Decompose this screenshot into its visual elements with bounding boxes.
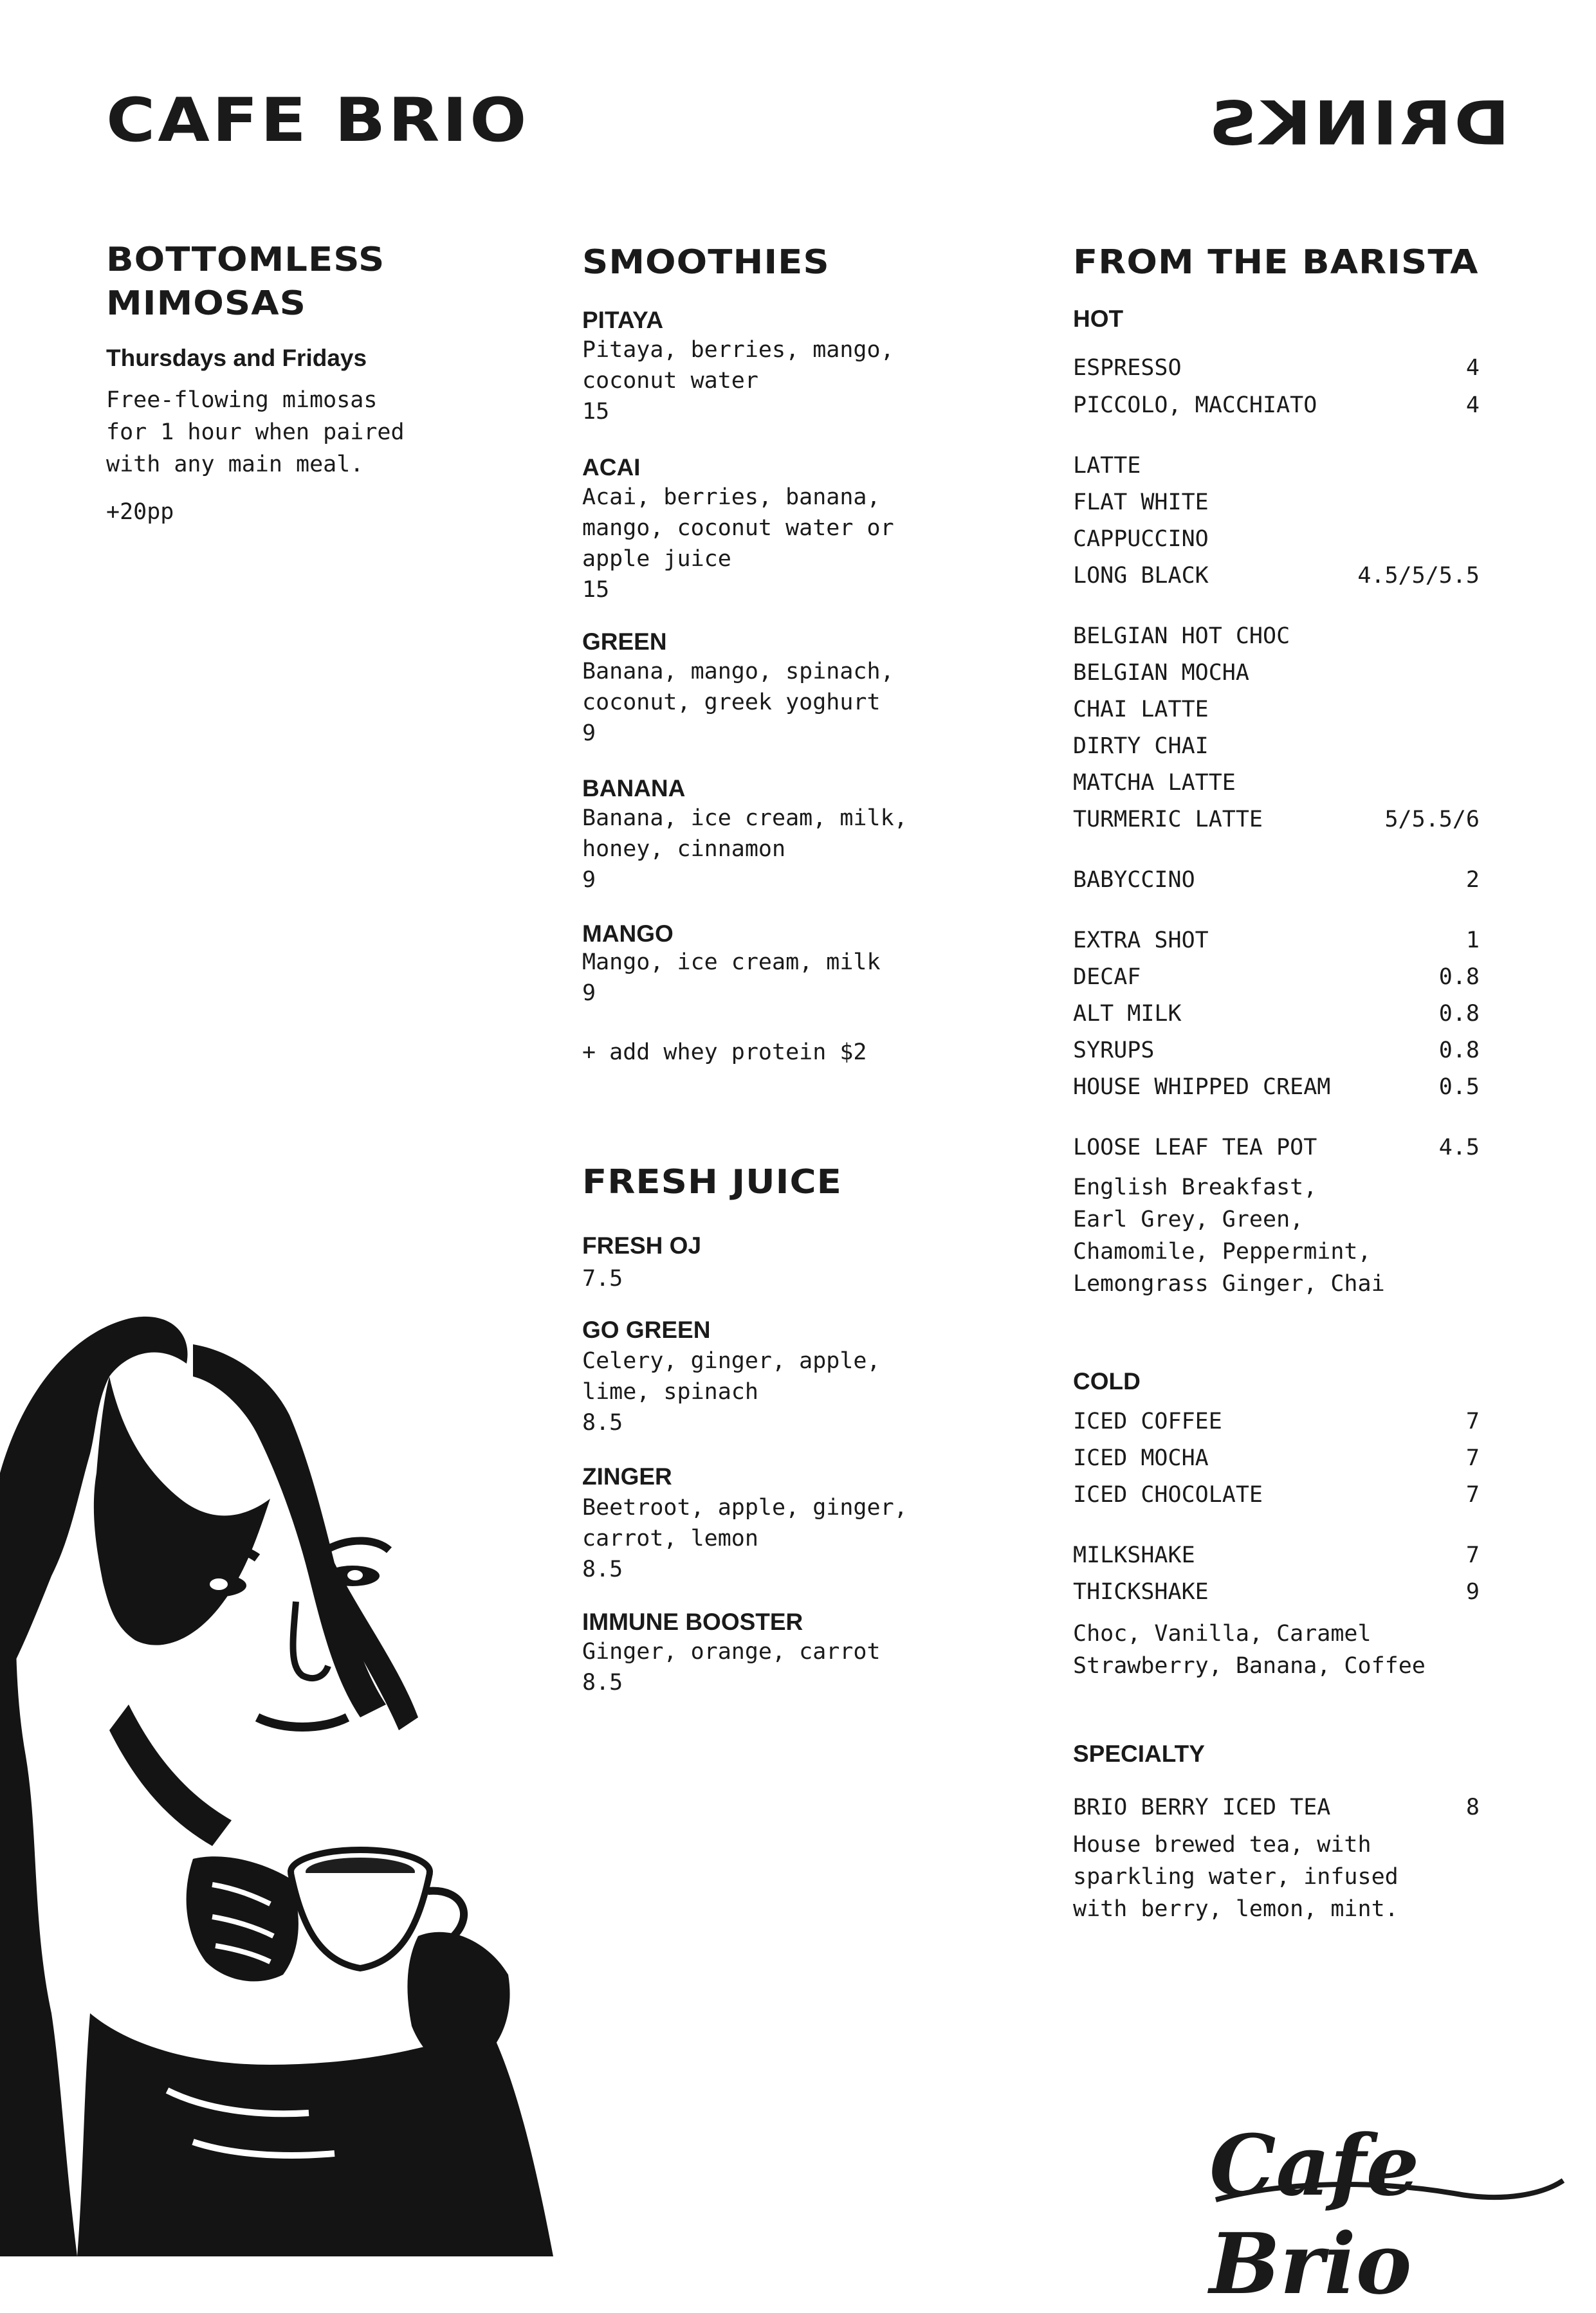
item-price: 5/5.5/6 xyxy=(1384,807,1480,832)
item-name: GO GREEN xyxy=(582,1317,711,1343)
logo-swash xyxy=(1209,2174,1570,2213)
shake-desc: Choc, Vanilla, Caramel xyxy=(1073,1621,1371,1647)
specialty-desc: with berry, lemon, mint. xyxy=(1073,1896,1399,1922)
menu-row xyxy=(1073,1406,1480,1437)
eye-left-highlight xyxy=(210,1578,228,1590)
item-price: 15 xyxy=(582,399,610,425)
item-name: FLAT WHITE xyxy=(1073,489,1209,515)
item-price: 7 xyxy=(1465,1542,1480,1568)
item-price: 0.5 xyxy=(1438,1074,1480,1100)
cup-handle xyxy=(428,1891,464,1939)
menu-row xyxy=(1073,767,1480,798)
face-shadow xyxy=(94,1376,270,1645)
menu-row xyxy=(1073,962,1480,992)
item-desc: Beetroot, apple, ginger, xyxy=(582,1495,908,1521)
mouth xyxy=(257,1717,347,1727)
item-name: LONG BLACK xyxy=(1073,563,1209,589)
item-price: 0.8 xyxy=(1438,964,1480,990)
menu-row xyxy=(1073,1479,1480,1510)
torso xyxy=(77,2013,553,2256)
tea-desc: Chamomile, Peppermint, xyxy=(1073,1239,1371,1265)
menu-row xyxy=(1073,1577,1480,1607)
item-price: 7.5 xyxy=(582,1266,623,1292)
item-price: 15 xyxy=(582,577,610,603)
menu-row xyxy=(1073,998,1480,1029)
menu-row xyxy=(1073,1443,1480,1474)
item-name: ALT MILK xyxy=(1073,1001,1182,1027)
item-desc: Banana, mango, spinach, xyxy=(582,659,894,684)
menu-row xyxy=(1073,450,1480,481)
item-price: 9 xyxy=(582,720,596,746)
item-price: 4 xyxy=(1465,355,1480,381)
item-desc: Acai, berries, banana, xyxy=(582,484,881,510)
brow-right xyxy=(328,1540,389,1550)
item-name: ACAI xyxy=(582,454,641,480)
item-price: 7 xyxy=(1465,1409,1480,1434)
item-desc: apple juice xyxy=(582,546,731,572)
item-desc: honey, cinnamon xyxy=(582,836,786,862)
item-price: 0.8 xyxy=(1438,1038,1480,1063)
menu-row xyxy=(1073,864,1480,895)
mimosas-price: +20pp xyxy=(106,499,174,525)
shake-desc: Strawberry, Banana, Coffee xyxy=(1073,1653,1426,1679)
item-name: TURMERIC LATTE xyxy=(1073,807,1263,832)
item-name: FRESH OJ xyxy=(582,1232,702,1259)
item-name: ICED MOCHA xyxy=(1073,1445,1209,1471)
item-name: LATTE xyxy=(1073,453,1141,479)
juice-title: FRESH JUICE xyxy=(582,1162,842,1202)
item-desc: Celery, ginger, apple, xyxy=(582,1348,881,1374)
item-name: ZINGER xyxy=(582,1463,672,1490)
menu-row xyxy=(1073,560,1480,591)
hand-left xyxy=(187,1856,298,1981)
item-name: DECAF xyxy=(1073,964,1141,990)
item-price: 4.5/5/5.5 xyxy=(1357,563,1480,589)
menu-row xyxy=(1073,352,1480,383)
item-name: ICED COFFEE xyxy=(1073,1409,1222,1434)
item-price: 4 xyxy=(1465,392,1480,418)
menu-row xyxy=(1073,1132,1480,1163)
menu-row xyxy=(1073,1035,1480,1066)
item-name: BANANA xyxy=(582,775,686,801)
smoothies-title: SMOOTHIES xyxy=(582,242,830,282)
item-name: IMMUNE BOOSTER xyxy=(582,1609,803,1635)
mimosas-desc-3: with any main meal. xyxy=(106,452,364,477)
item-desc: mango, coconut water or xyxy=(582,515,894,541)
woman-illustration xyxy=(0,1306,592,2256)
specialty-label: SPECIALTY xyxy=(1073,1741,1205,1767)
item-price: 2 xyxy=(1465,867,1480,893)
item-name: ESPRESSO xyxy=(1073,355,1182,381)
menu-row xyxy=(1073,1792,1480,1823)
item-price: 9 xyxy=(1465,1579,1480,1605)
item-name: MILKSHAKE xyxy=(1073,1542,1195,1568)
item-name: ICED CHOCOLATE xyxy=(1073,1482,1263,1508)
menu-row xyxy=(1073,390,1480,421)
item-name: BRIO BERRY ICED TEA xyxy=(1073,1795,1331,1820)
item-name: THICKSHAKE xyxy=(1073,1579,1209,1605)
item-name: EXTRA SHOT xyxy=(1073,928,1209,953)
mimosas-desc-1: Free-flowing mimosas xyxy=(106,387,378,413)
item-name: CHAI LATTE xyxy=(1073,697,1209,722)
mimosas-title-2: MIMOSAS xyxy=(106,284,306,323)
drinks-title: DRINKS xyxy=(1206,88,1510,159)
item-price: 8.5 xyxy=(582,1410,623,1436)
item-desc: lime, spinach xyxy=(582,1379,758,1405)
menu-row xyxy=(1073,1072,1480,1102)
cafe-brio-logo: Cafe Brio xyxy=(1209,2116,1420,2313)
item-price: 1 xyxy=(1465,928,1480,953)
item-name: PICCOLO, MACCHIATO xyxy=(1073,392,1317,418)
item-name: CAPPUCCINO xyxy=(1073,526,1209,552)
item-desc: coconut, greek yoghurt xyxy=(582,690,881,715)
item-price: 8.5 xyxy=(582,1557,623,1582)
item-name: HOUSE WHIPPED CREAM xyxy=(1073,1074,1331,1100)
menu-row xyxy=(1073,804,1480,835)
item-name: BELGIAN MOCHA xyxy=(1073,660,1249,686)
mimosas-title-1: BOTTOMLESS xyxy=(106,240,385,279)
item-price: 8 xyxy=(1465,1795,1480,1820)
menu-row xyxy=(1073,657,1480,688)
hair-strands xyxy=(0,1499,77,2256)
item-desc: carrot, lemon xyxy=(582,1526,758,1551)
item-name: GREEN xyxy=(582,628,667,655)
item-name: DIRTY CHAI xyxy=(1073,733,1209,759)
menu-row xyxy=(1073,1540,1480,1571)
menu-row xyxy=(1073,694,1480,725)
item-desc: Pitaya, berries, mango, xyxy=(582,337,894,363)
cold-label: COLD xyxy=(1073,1368,1141,1394)
mimosas-subtitle: Thursdays and Fridays xyxy=(106,345,367,371)
mimosas-desc-2: for 1 hour when paired xyxy=(106,419,405,445)
item-price: 8.5 xyxy=(582,1670,623,1696)
tea-desc: English Breakfast, xyxy=(1073,1175,1317,1200)
menu-row xyxy=(1073,925,1480,956)
cup-body xyxy=(291,1873,430,1968)
item-name: LOOSE LEAF TEA POT xyxy=(1073,1135,1317,1160)
menu-row xyxy=(1073,487,1480,518)
item-price: 7 xyxy=(1465,1482,1480,1508)
smoothie-addon: + add whey protein $2 xyxy=(582,1039,867,1065)
specialty-desc: House brewed tea, with xyxy=(1073,1832,1371,1858)
item-price: 7 xyxy=(1465,1445,1480,1471)
item-name: MATCHA LATTE xyxy=(1073,770,1236,796)
item-name: SYRUPS xyxy=(1073,1038,1155,1063)
item-name: PITAYA xyxy=(582,307,664,333)
item-price: 4.5 xyxy=(1438,1135,1480,1160)
eye-right-highlight xyxy=(347,1570,363,1580)
brand-title: CAFE BRIO xyxy=(106,84,529,156)
item-price: 0.8 xyxy=(1438,1001,1480,1027)
menu-row xyxy=(1073,621,1480,652)
item-name: BABYCCINO xyxy=(1073,867,1195,893)
neck-shadow xyxy=(109,1705,232,1846)
hot-label: HOT xyxy=(1073,306,1124,332)
item-desc: Banana, ice cream, milk, xyxy=(582,805,908,831)
item-desc: coconut water xyxy=(582,368,758,394)
item-desc: Ginger, orange, carrot xyxy=(582,1639,881,1665)
item-desc: Mango, ice cream, milk xyxy=(582,949,881,975)
item-price: 9 xyxy=(582,867,596,893)
menu-row xyxy=(1073,731,1480,762)
item-name: MANGO xyxy=(582,920,674,947)
item-price: 9 xyxy=(582,980,596,1006)
tea-desc: Earl Grey, Green, xyxy=(1073,1207,1304,1232)
barista-title: FROM THE BARISTA xyxy=(1073,242,1479,282)
item-name: BELGIAN HOT CHOC xyxy=(1073,623,1290,649)
specialty-desc: sparkling water, infused xyxy=(1073,1864,1399,1890)
tea-desc: Lemongrass Ginger, Chai xyxy=(1073,1271,1385,1297)
menu-row xyxy=(1073,524,1480,554)
